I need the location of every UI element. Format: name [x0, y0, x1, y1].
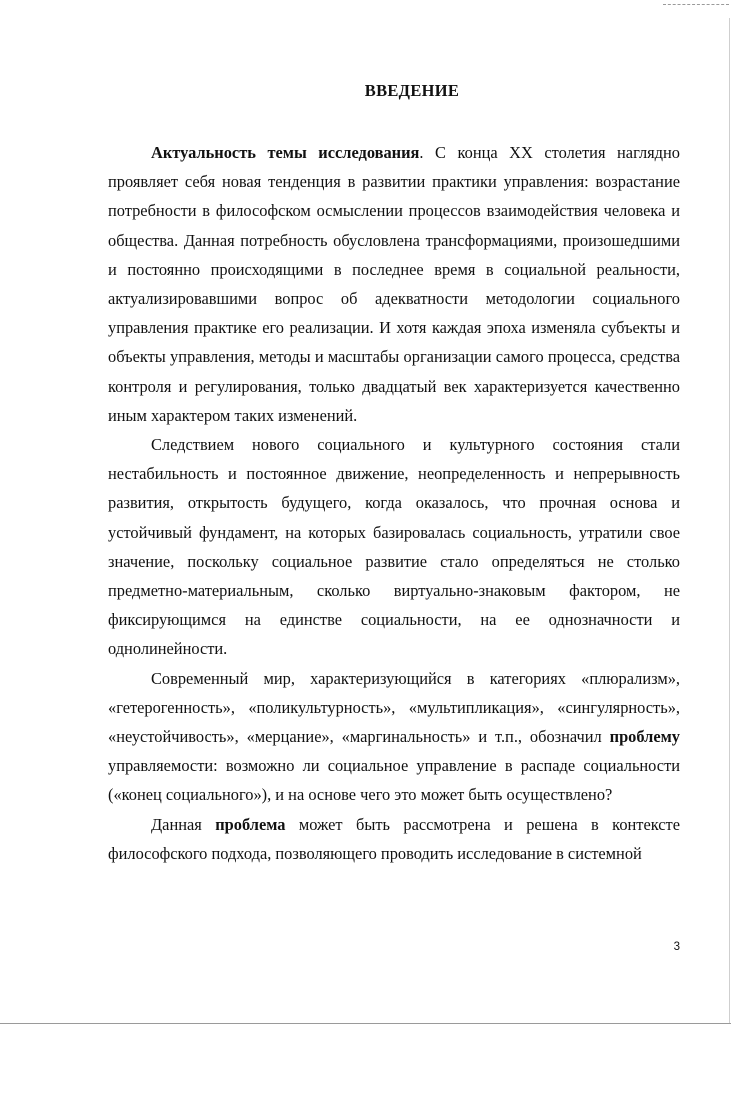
page-number: 3	[673, 941, 680, 953]
scan-bottom-edge	[0, 1023, 731, 1024]
relevance-text: . С конца XX столетия наглядно проявляет себя новая тенденция в развитии практики управления: возрастание потребности в философском осмыслении процессов взаимодействия человека и общества. Данная потребность обусловлена трансформациями, произошедшими и постоянно происходящими в последнее время в социальной реальности, актуализировавшими вопрос об адекватности методологии социального управления практике его реализации. И хотя каждая эпоха изменяла субъекты и объекты управления, методы и масштабы организации самого процесса, средства контроля и регулирования, только двадцатый век характеризуется качественно иным характером таких изменений.	[108, 143, 680, 425]
problem-term: проблему	[609, 727, 680, 747]
body-text	[108, 138, 680, 868]
relevance-heading: Актуальность темы исследования	[151, 143, 420, 162]
problem-text-end: может быть рассмотрена и решена в контексте философского подхода, позволяющего проводить исследование в системной	[108, 814, 680, 863]
modern-world-text-start: Современный мир, характеризующийся в категориях «плюрализм», «гетерогенность», «поликультурность», «мультипликация», «сингулярность», «неустойчивость», «мерцание», «маргинальность» и т.п., обозначил	[108, 668, 680, 747]
paragraph-relevance	[108, 138, 680, 430]
paragraph-consequence	[108, 430, 680, 664]
modern-world-text-end: управляемости: возможно ли социальное управление в распаде социальности («конец социального»), и на основе чего это может быть осуществлено?	[108, 756, 680, 805]
paragraph-modern-world	[108, 664, 680, 810]
paragraph-problem	[108, 810, 680, 868]
problem-text-start: Данная	[151, 814, 216, 834]
problem-term-2: проблема	[215, 814, 286, 834]
consequence-text: Следствием нового социального и культурного состояния стали нестабильность и постоянное движение, неопределенность и непрерывность развития, открытость будущего, когда оказалось, что прочная основа и устойчивый фундамент, на которых базировалась социальность, утратили свое значение, поскольку социальное развитие стало определяться не столько предметно-материальным, сколько виртуально-знаковым фактором, не фиксирующимся на единстве социальности, на ее однозначности и однолинейности.	[108, 435, 680, 659]
scan-right-edge	[729, 18, 730, 1023]
section-title: ВВЕДЕНИЕ	[364, 81, 460, 100]
scan-corner-mark	[663, 4, 729, 6]
